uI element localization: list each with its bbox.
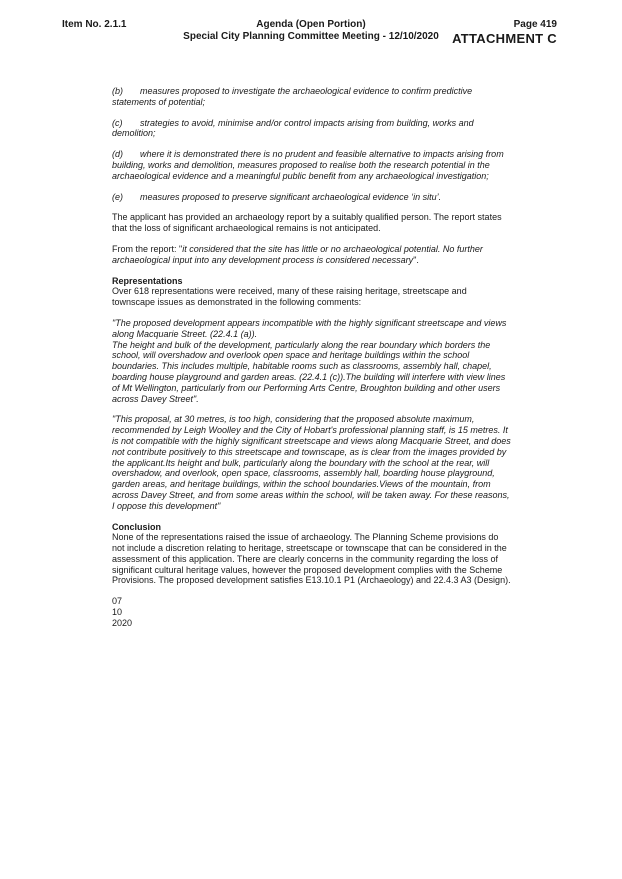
meeting-title: Special City Planning Committee Meeting - 12/10/2020 [183, 31, 439, 42]
document-body [112, 86, 512, 629]
representation-quote-1 [112, 318, 512, 404]
archaeology-report-paragraph: The applicant has provided an archaeology report by a suitably qualified person. The report states that the loss of significant archaeological remains is not anticipated. [112, 212, 502, 234]
agenda-title: Agenda (Open Portion) [256, 19, 366, 30]
sub-item-label: (b) [112, 86, 123, 96]
sub-item-c [112, 118, 512, 140]
sub-item-e [112, 192, 512, 203]
date-year: 2020 [112, 617, 133, 628]
page-info [452, 19, 557, 46]
attachment-label: ATTACHMENT C [452, 31, 557, 46]
sub-item-label: (d) [112, 149, 123, 160]
sub-item-text: measures proposed to preserve significant archaeological evidence ‘in situ’. [140, 191, 442, 202]
representations-intro: Over 618 representations were received, many of these raising heritage, streetscape and townscape issues as demonstrated in the following comments: [112, 286, 467, 308]
from-report-suffix: ". [413, 254, 419, 265]
sub-item-d [112, 149, 512, 181]
sub-item-text: strategies to avoid, minimise and/or control impacts arising from building, works and demolition; [112, 117, 474, 139]
sub-item-text: measures proposed to investigate the archaeological evidence to confirm predictive statements of potential; [112, 86, 473, 107]
date-stamp [112, 596, 512, 628]
date-month: 10 [112, 607, 123, 618]
page-header [0, 19, 622, 49]
quote-1-line-1: "The proposed development appears incompatible with the highly significant streetscape and views along Macquarie Street. (22.4.1 (a)). [112, 317, 507, 339]
from-report-prefix: From the report: " [112, 243, 183, 254]
representation-quote-2: "This proposal, at 30 metres, is too high, considering that the proposed absolute maximum, recommended by Leigh Woolley and the City of Hobart's professional planning staff, is 15 metres. It is not compatible with the highly significant streetscape and views along Macquarie Street, and does not contribute positively to this streetscape and townscape, as is clear from the images provided by the applicant.Its height and bulk, particularly along the boundary with the school at the rear, will overshadow, and overlook, open space, classrooms, assembly hall, boarding house playground, garden areas, and heritage buildings, within the school boundaries.Views of the mountain, from across Davey Street, and from some areas within the school, will be taken away. For these reasons, I oppose this development" [112, 414, 511, 511]
sub-item-label: (c) [112, 117, 123, 128]
quote-1-line-2: The height and bulk of the development, particularly along the rear boundary which borders the school, will overshadow and overlook open space and heritage buildings within the school boundaries. This includes multiple, habitable rooms such as classrooms, assembly hall, chapel, boarding house playground and garden areas. (22.4.1 (c)).The building will interfere with view lines of Mt Wellington, particularly from our Performing Arts Centre, Broughton building and other users across Davey Street". [112, 339, 506, 404]
sub-item-text: where it is demonstrated there is no prudent and feasible alternative to impacts arising from building, works and demolition, measures proposed to realise both the research potential in the archaeological evidence and a meaningful public benefit from any archaeological investigation; [112, 149, 504, 181]
conclusion-heading: Conclusion [112, 521, 161, 532]
page-number: Page 419 [513, 19, 557, 30]
representations-heading: Representations [112, 275, 183, 286]
from-report-paragraph [112, 244, 512, 266]
from-report-quote: it considered that the site has little or no archaeological potential. No further archaeological input into any development process is considered necessary [112, 243, 483, 265]
sub-item-b [112, 86, 512, 108]
date-day: 07 [112, 596, 123, 607]
conclusion-text: None of the representations raised the issue of archaeology. The Planning Scheme provisions do not include a discretion relating to heritage, streetscape or townscape that can be considered in the assessment of this application. There are clearly concerns in the community regarding the loss of significant cultural heritage values, however the proposed development complies with the Scheme Provisions. The proposed development satisfies E13.10.1 P1 (Archaeology) and 22.4.3 A3 (Design). [112, 532, 511, 586]
sub-item-label: (e) [112, 191, 123, 202]
item-number: Item No. 2.1.1 [62, 19, 127, 30]
